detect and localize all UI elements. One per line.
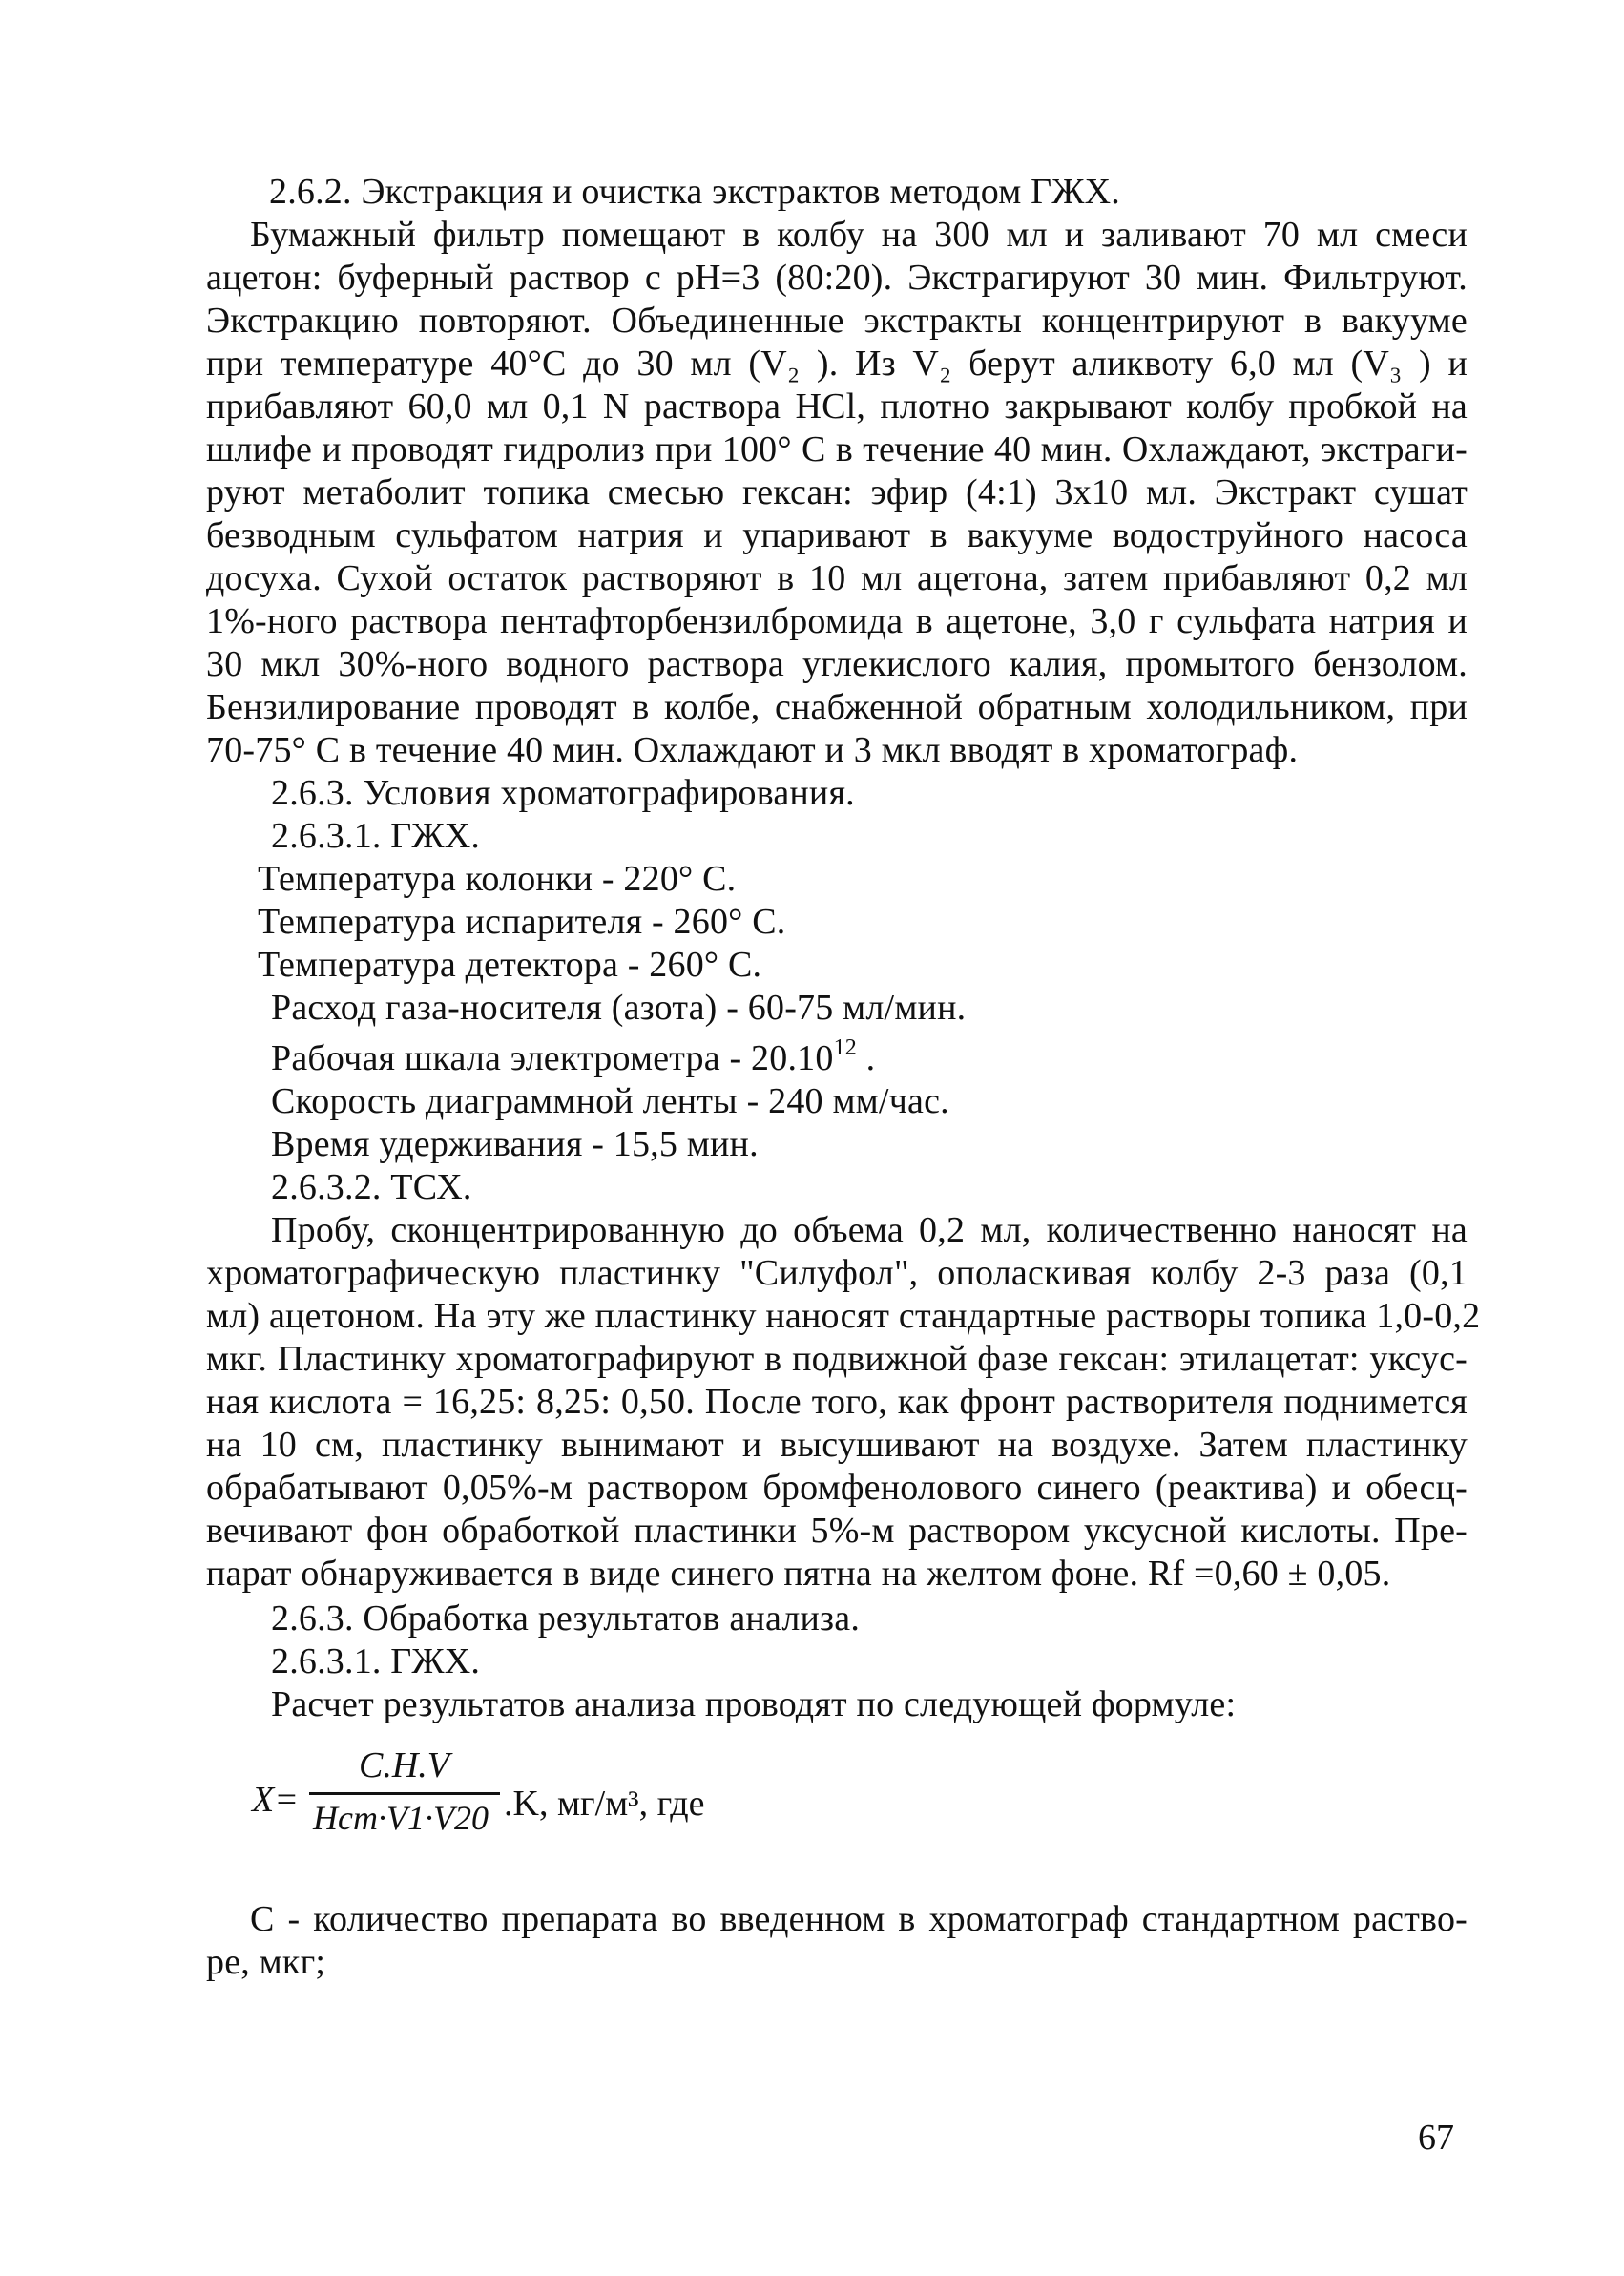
paragraph-line: при температуре 40°С до 30 мл (V₂ ). Из V₂ берут аликвоту 6,0 мл (V₃ ) и bbox=[206, 344, 1468, 384]
heading-2-6-3-1: 2.6.3.1. ГЖХ. bbox=[271, 816, 481, 856]
formula-lhs: X= bbox=[252, 1780, 299, 1820]
paragraph-line: хроматографическую пластинку "Силуфол", ополаскивая колбу 2-3 раза (0,1 bbox=[206, 1253, 1468, 1293]
electrometer-scale-text: Рабочая шкала электрометра - 20.10 bbox=[271, 1038, 834, 1078]
definition-line: ре, мкг; bbox=[206, 1942, 326, 1982]
param-retention-time: Время удерживания - 15,5 мин. bbox=[271, 1124, 759, 1164]
formula-intro: Расчет результатов анализа проводят по следующей формуле: bbox=[271, 1684, 1237, 1724]
param-column-temp: Температура колонки - 220° С. bbox=[258, 859, 737, 899]
paragraph-line: руют метаболит топика смесью гексан: эфир (4:1) 3х10 мл. Экстракт сушат bbox=[206, 472, 1468, 512]
paragraph-line: 1%-ного раствора пентафторбензилбромида в ацетоне, 3,0 г сульфата натрия и bbox=[206, 601, 1468, 641]
formula-numerator: C.H.V bbox=[359, 1745, 449, 1785]
paragraph-line: вечивают фон обработкой пластинки 5%-м раствором уксусной кислоты. Пре- bbox=[206, 1511, 1468, 1551]
formula-fraction-bar bbox=[309, 1792, 500, 1795]
param-detector-temp: Температура детектора - 260° С. bbox=[258, 945, 762, 985]
paragraph-line: досуха. Сухой остаток растворяют в 10 мл ацетона, затем прибавляют 0,2 мл bbox=[206, 558, 1468, 598]
heading-2-6-3-results: 2.6.3. Обработка результатов анализа. bbox=[271, 1598, 861, 1639]
param-electrometer-scale bbox=[271, 1036, 875, 1085]
electrometer-scale-end: . bbox=[856, 1038, 876, 1078]
heading-2-6-3-1-gzh: 2.6.3.1. ГЖХ. bbox=[271, 1641, 481, 1681]
paragraph-line: ная кислота = 16,25: 8,25: 0,50. После того, как фронт растворителя поднимется bbox=[206, 1382, 1468, 1422]
heading-2-6-3: 2.6.3. Условия хроматографирования. bbox=[271, 773, 855, 813]
calculation-formula bbox=[252, 1744, 786, 1869]
paragraph-line: Пробу, сконцентрированную до объема 0,2 мл, количественно наносят на bbox=[271, 1210, 1468, 1250]
page-number: 67 bbox=[1418, 2118, 1454, 2158]
paragraph-line: Бензилирование проводят в колбе, снабженной обратным холодильником, при bbox=[206, 687, 1468, 727]
paragraph-line: парат обнаруживается в виде синего пятна на желтом фоне. Rf =0,60 ± 0,05. bbox=[206, 1554, 1391, 1594]
paragraph-line: Бумажный фильтр помещают в колбу на 300 мл и заливают 70 мл смеси bbox=[250, 215, 1468, 255]
paragraph-line: 70-75° С в течение 40 мин. Охлаждают и 3 мкл вводят в хроматограф. bbox=[206, 730, 1299, 770]
formula-units: .K, мг/м³, где bbox=[504, 1784, 705, 1824]
paragraph-line: 30 мкл 30%-ного водного раствора углекислого калия, промытого бензолом. bbox=[206, 644, 1468, 684]
param-evaporator-temp: Температура испарителя - 260° С. bbox=[258, 902, 786, 942]
paragraph-line: на 10 см, пластинку вынимают и высушивают на воздухе. Затем пластинку bbox=[206, 1425, 1468, 1465]
paragraph-line: Экстракцию повторяют. Объединенные экстракты концентрируют в вакууме bbox=[206, 301, 1468, 341]
paragraph-line: мкг. Пластинку хроматографируют в подвижной фазе гексан: этилацетат: уксус- bbox=[206, 1339, 1468, 1379]
param-chart-speed: Скорость диаграммной ленты - 240 мм/час. bbox=[271, 1081, 949, 1121]
paragraph-line: обрабатывают 0,05%-м раствором бромфенолового синего (реактива) и обесц- bbox=[206, 1468, 1468, 1508]
electrometer-scale-exponent: 12 bbox=[833, 1035, 857, 1060]
paragraph-line: прибавляют 60,0 мл 0,1 N раствора HCl, плотно закрывают колбу пробкой на bbox=[206, 386, 1468, 427]
heading-2-6-3-2: 2.6.3.2. ТСХ. bbox=[271, 1167, 472, 1207]
paragraph-line: мл) ацетоном. На эту же пластинку наносят стандартные растворы топика 1,0-0,2 bbox=[206, 1296, 1481, 1336]
formula-denominator: Hcm·V1·V20 bbox=[313, 1799, 489, 1837]
param-gas-flow: Расход газа-носителя (азота) - 60-75 мл/мин. bbox=[271, 988, 967, 1028]
heading-2-6-2: 2.6.2. Экстракция и очистка экстрактов методом ГЖХ. bbox=[269, 172, 1120, 212]
paragraph-line: ацетон: буферный раствор с рН=3 (80:20). Экстрагируют 30 мин. Фильтруют. bbox=[206, 258, 1468, 298]
paragraph-line: шлифе и проводят гидролиз при 100° С в течение 40 мин. Охлаждают, экстраги- bbox=[206, 429, 1468, 470]
definition-line: С - количество препарата во введенном в хроматограф стандартном раство- bbox=[250, 1899, 1468, 1939]
paragraph-line: безводным сульфатом натрия и упаривают в вакууме водоструйного насоса bbox=[206, 515, 1468, 555]
